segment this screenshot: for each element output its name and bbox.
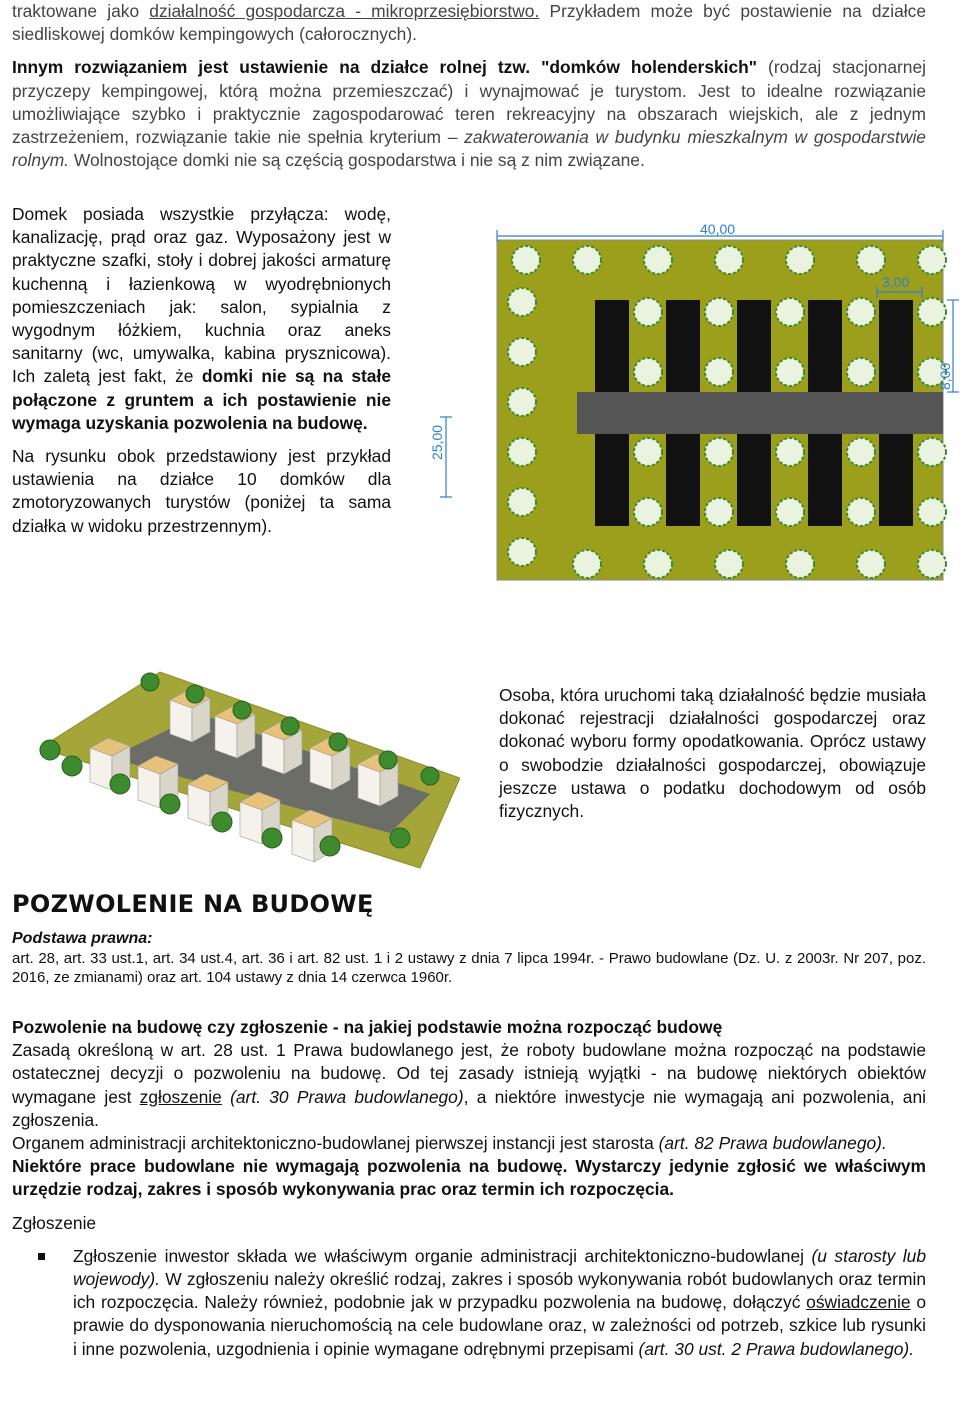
tree-icon	[573, 246, 601, 274]
tree-icon	[262, 828, 282, 848]
tree-icon	[508, 338, 536, 366]
left-column	[12, 203, 391, 538]
notification-link[interactable]: zgłoszenie	[139, 1086, 222, 1107]
cabin	[666, 434, 700, 526]
legal-basis-label: Podstawa prawna:	[12, 930, 153, 947]
dim-label-depth: 8,00	[937, 362, 953, 390]
permit-question-heading: Pozwolenie na budowę czy zgłoszenie - na jakiej podstawie można rozpocząć budowę	[12, 1017, 723, 1037]
tree-icon	[705, 298, 733, 326]
tree-icon	[634, 498, 662, 526]
tree-icon	[644, 246, 672, 274]
tree-icon	[281, 717, 299, 735]
tree-icon	[508, 438, 536, 466]
tree-icon	[508, 388, 536, 416]
cabin	[808, 300, 842, 392]
cabin	[666, 300, 700, 392]
business-link[interactable]: działalność gospodarcza - mikroprzesiębiorstwo.	[149, 1, 540, 21]
intro-paragraph-1: traktowane jako działalność gospodarcza - mikroprzesiębiorstwo. Przykładem może być postawienie na działce siedliskowej domków kempingowych (całorocznych).	[12, 1, 926, 45]
tree-icon	[776, 438, 804, 466]
tree-icon	[390, 828, 410, 848]
tree-icon	[141, 673, 159, 691]
tree-icon	[110, 774, 130, 794]
list-item: Zgłoszenie inwestor składa we właściwym organie administracji architektoniczno-budowlanej (u starosty lub wojewody). W zgłoszeniu należy określić rodzaj, zakres i sposób wykonywania robót budowlanych oraz termin ich rozpoczęcia. Należy również, podobnie jak w przypadku pozwolenia na budowę, dołączyć oświadczenie o prawie do dysponowania nieruchomością na cele budowlane oraz, w zależności od potrzeb, szkice lub rysunki i inne pozwolenia, uzgodnienia i opinie wymagane odrębnymi przepisami (art. 30 ust. 2 Prawa budowlanego).	[0, 1245, 926, 1361]
tree-icon	[634, 298, 662, 326]
dim-label-spacing: 3,00	[882, 274, 910, 290]
site-plan-drawing	[422, 212, 960, 612]
tree-icon	[918, 550, 946, 578]
permit-paragraph-2: Organem administracji architektoniczno-budowlanej pierwszej instancji jest starosta (art. 82 Prawa budowlanego).	[12, 1133, 887, 1154]
tree-icon	[847, 298, 875, 326]
tree-icon	[634, 438, 662, 466]
tree-icon	[847, 438, 875, 466]
permit-paragraph-3: Niektóre prace budowlane nie wymagają pozwolenia na budowę. Wystarczy jedynie zgłosić we właściwym urzędzie rodzaj, zakres i sposób wykonywania prac oraz termin ich rozpoczęcia.	[12, 1156, 926, 1200]
cabin	[595, 300, 629, 392]
tree-icon	[776, 498, 804, 526]
cabin	[879, 300, 913, 392]
tree-icon	[421, 767, 439, 785]
legal-basis-text: art. 28, art. 33 ust.1, art. 34 ust.4, art. 36 i art. 82 ust. 1 i 2 ustawy z dnia 7 lipca 1994r. - Prawo budowlane (Dz. U. z 2003r. Nr 207, poz. 2016, ze zmianami) oraz art. 104 ustawy z dnia 14 czerwca 1960r.	[12, 949, 926, 986]
tree-icon	[508, 288, 536, 316]
registration-paragraph: Osoba, która uruchomi taką działalność będzie musiała dokonać rejestracji działalności gospodarczej oraz dokonać wyboru formy opodatkowania. Oprócz ustawy o swobodzie działalności gospodarczej, obowiązuje jeszcze ustawa o podatku dochodowym od osób fizycznych.	[499, 685, 926, 822]
legal-basis	[12, 929, 926, 988]
tree-icon	[918, 298, 946, 326]
tree-icon	[918, 246, 946, 274]
layout-description: Na rysunku obok przedstawiony jest przykład ustawienia na działce 10 domków dla zmotoryzowanych turystów (poniżej ta sama działka w widoku przestrzennym).	[12, 446, 391, 536]
cabin	[737, 434, 771, 526]
cabin-description: Domek posiada wszystkie przyłącza: wodę, kanalizację, prąd oraz gaz. Wyposażony jest w praktyczne szafki, stoły i dobrej jakości armaturę kuchenną i łazienkową w wyodrębnionych pomieszczeniach jak: salon, sypialnia z wygodnym łóżkiem, kuchnia oraz aneks sanitarny (wc, umywalka, kabina prysznicowa). Ich zaletą jest fakt, że domki nie są na stałe połączone z gruntem a ich postawienie nie wymaga uzyskania pozwolenia na budowę.	[12, 204, 391, 433]
tree-icon	[573, 550, 601, 578]
tree-icon	[512, 246, 540, 274]
tree-icon	[776, 358, 804, 386]
cabin	[737, 300, 771, 392]
tree-icon	[918, 438, 946, 466]
tree-icon	[786, 246, 814, 274]
tree-icon	[715, 246, 743, 274]
right-column	[499, 684, 926, 823]
tree-icon	[847, 358, 875, 386]
cabin	[879, 434, 913, 526]
tree-icon	[786, 550, 814, 578]
cabin	[595, 434, 629, 526]
tree-icon	[508, 488, 536, 516]
tree-icon	[40, 740, 60, 760]
notification-list	[0, 1245, 926, 1361]
tree-icon	[233, 701, 251, 719]
notification-heading: Zgłoszenie	[12, 1212, 97, 1233]
tree-icon	[705, 438, 733, 466]
tree-icon	[634, 358, 662, 386]
tree-icon	[329, 733, 347, 751]
tree-icon	[705, 358, 733, 386]
access-road	[577, 392, 943, 434]
tree-icon	[857, 246, 885, 274]
dim-label-width: 40,00	[700, 221, 736, 237]
permit-body	[12, 1016, 926, 1361]
tree-icon	[847, 498, 875, 526]
tree-icon	[715, 550, 743, 578]
tree-icon	[918, 498, 946, 526]
tree-icon	[320, 836, 340, 856]
tree-icon	[776, 298, 804, 326]
tree-icon	[186, 685, 204, 703]
section-title: POZWOLENIE NA BUDOWĘ	[12, 890, 374, 918]
permit-paragraph-1: Zasadą określoną w art. 28 ust. 1 Prawa budowlanego jest, że roboty budowlane można rozpocząć na podstawie ostatecznej decyzji o pozwoleniu na budowę. Od tej zasady istnieją wyjątki - na budowę niektórych obiektów wymagane jest zgłoszenie (art. 30 Prawa budowlanego), a niektóre inwestycje nie wymagają ani pozwolenia, ani zgłoszenia.	[12, 1040, 926, 1130]
intro-block	[12, 0, 926, 172]
tree-icon	[508, 538, 536, 566]
dim-label-side: 25,00	[429, 424, 445, 460]
tree-icon	[857, 550, 885, 578]
tree-icon	[644, 550, 672, 578]
tree-icon	[212, 812, 232, 832]
tree-icon	[379, 751, 397, 769]
intro-paragraph-2: Innym rozwiązaniem jest ustawienie na działce rolnej tzw. "domków holenderskich" (rodzaj stacjonarnej przyczepy kempingowej, którą można przemieszczać) i wynajmować je turystom. Jest to idealne rozwiązanie umożliwiające szybko i praktycznie zagospodarować teren rekreacyjny na obszarach wiejskich, ale z jednym zastrzeżeniem, rozwiązanie takie nie spełnia kryterium – zakwaterowania w budynku mieszkalnym w gospodarstwie rolnym. Wolnostojące domki nie są częścią gospodarstwa i nie są z nim związane.	[12, 57, 926, 171]
cabin	[808, 434, 842, 526]
site-3d-view	[0, 668, 460, 870]
tree-icon	[160, 794, 180, 814]
tree-icon	[705, 498, 733, 526]
declaration-link[interactable]: oświadczenie	[806, 1292, 911, 1313]
tree-icon	[62, 756, 82, 776]
